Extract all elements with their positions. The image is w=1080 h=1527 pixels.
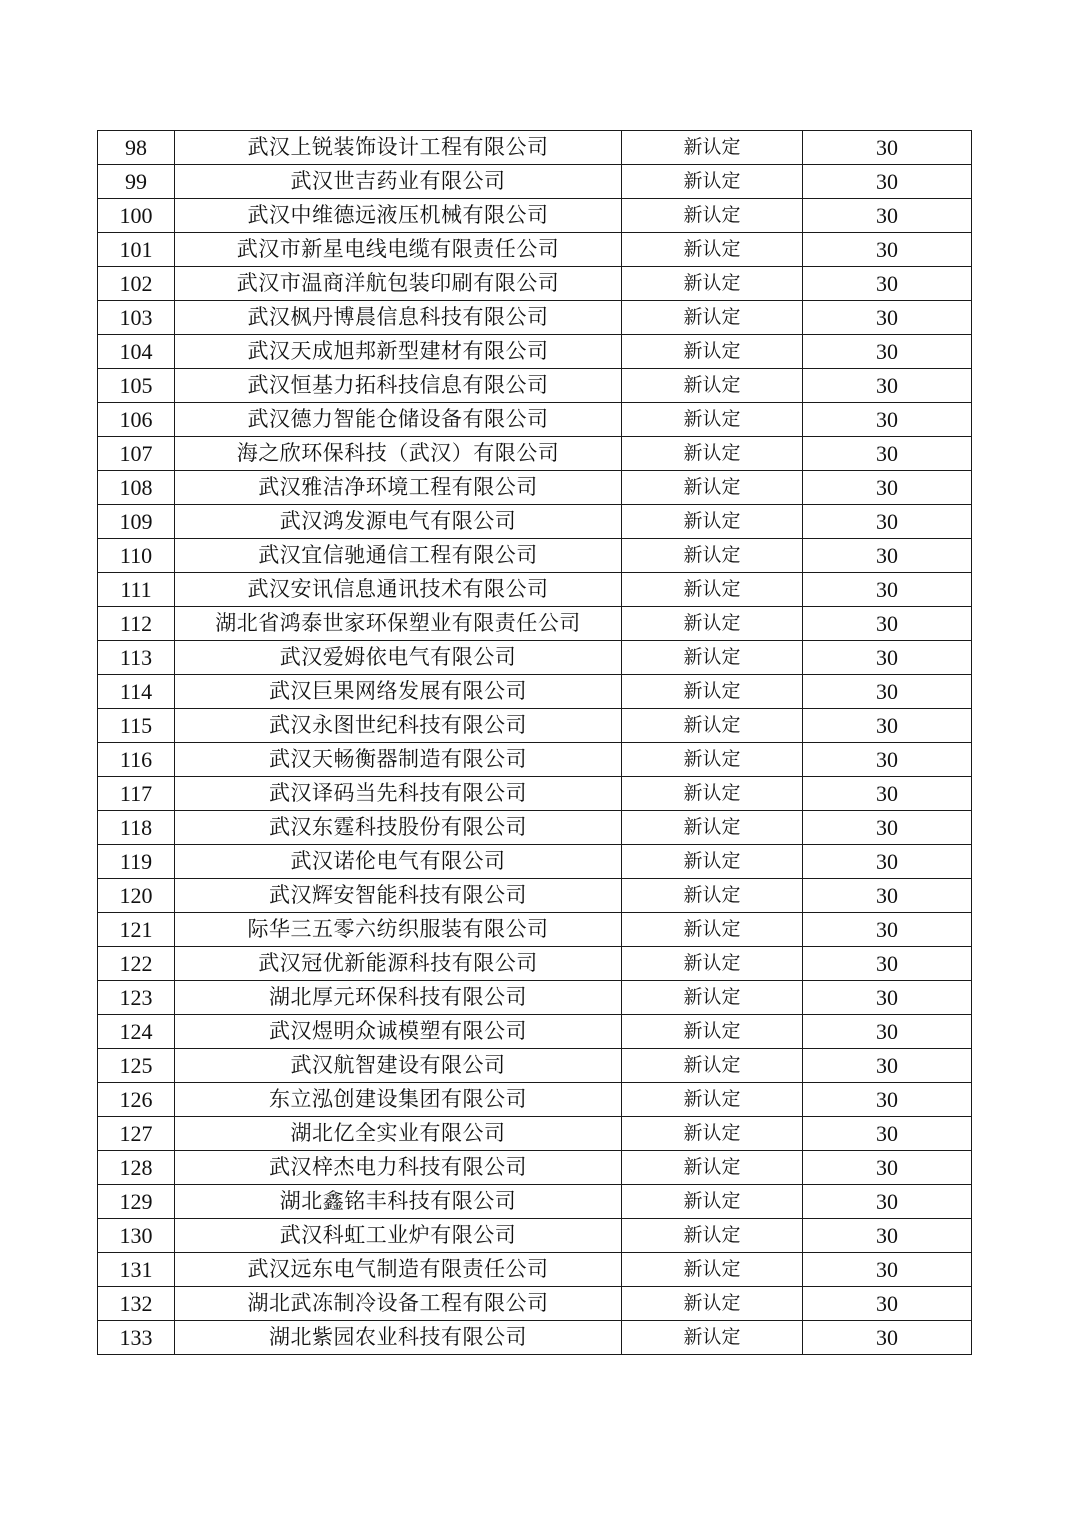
score-cell: 30 (803, 1015, 972, 1049)
company-name-cell: 武汉东霆科技股份有限公司 (175, 811, 622, 845)
row-number-cell: 112 (98, 607, 175, 641)
table-row (98, 1253, 972, 1287)
score-cell: 30 (803, 1253, 972, 1287)
certification-type-cell: 新认定 (622, 165, 803, 199)
table-row (98, 573, 972, 607)
company-name-cell: 武汉译码当先科技有限公司 (175, 777, 622, 811)
row-number-cell: 108 (98, 471, 175, 505)
certification-type-cell: 新认定 (622, 641, 803, 675)
score-cell: 30 (803, 437, 972, 471)
score-cell: 30 (803, 1083, 972, 1117)
certification-type-cell: 新认定 (622, 403, 803, 437)
company-name-cell: 东立泓创建设集团有限公司 (175, 1083, 622, 1117)
table-row (98, 1083, 972, 1117)
score-cell: 30 (803, 981, 972, 1015)
table-row (98, 675, 972, 709)
company-name-cell: 武汉爱姆依电气有限公司 (175, 641, 622, 675)
table-row (98, 335, 972, 369)
certification-type-cell: 新认定 (622, 607, 803, 641)
certification-type-cell: 新认定 (622, 301, 803, 335)
score-cell: 30 (803, 777, 972, 811)
row-number-cell: 110 (98, 539, 175, 573)
certification-type-cell: 新认定 (622, 1117, 803, 1151)
table-row (98, 981, 972, 1015)
row-number-cell: 98 (98, 131, 175, 165)
table-row (98, 1117, 972, 1151)
certification-type-cell: 新认定 (622, 233, 803, 267)
score-cell: 30 (803, 301, 972, 335)
certification-type-cell: 新认定 (622, 267, 803, 301)
table-row (98, 811, 972, 845)
row-number-cell: 125 (98, 1049, 175, 1083)
table-row (98, 1219, 972, 1253)
certification-type-cell: 新认定 (622, 369, 803, 403)
score-cell: 30 (803, 879, 972, 913)
table-row (98, 539, 972, 573)
row-number-cell: 118 (98, 811, 175, 845)
table-body (98, 131, 972, 1355)
table-row (98, 845, 972, 879)
table-row (98, 471, 972, 505)
score-cell: 30 (803, 913, 972, 947)
table-row (98, 1321, 972, 1355)
score-cell: 30 (803, 1151, 972, 1185)
score-cell: 30 (803, 1117, 972, 1151)
company-name-cell: 武汉上锐装饰设计工程有限公司 (175, 131, 622, 165)
row-number-cell: 103 (98, 301, 175, 335)
company-name-cell: 武汉世吉药业有限公司 (175, 165, 622, 199)
score-cell: 30 (803, 335, 972, 369)
table-row (98, 1049, 972, 1083)
company-name-cell: 武汉市新星电线电缆有限责任公司 (175, 233, 622, 267)
score-cell: 30 (803, 1049, 972, 1083)
score-cell: 30 (803, 675, 972, 709)
score-cell: 30 (803, 233, 972, 267)
company-name-cell: 海之欣环保科技（武汉）有限公司 (175, 437, 622, 471)
score-cell: 30 (803, 1321, 972, 1355)
certification-type-cell: 新认定 (622, 811, 803, 845)
row-number-cell: 105 (98, 369, 175, 403)
certification-type-cell: 新认定 (622, 709, 803, 743)
score-cell: 30 (803, 845, 972, 879)
company-name-cell: 武汉航智建设有限公司 (175, 1049, 622, 1083)
company-name-cell: 武汉梓杰电力科技有限公司 (175, 1151, 622, 1185)
score-cell: 30 (803, 471, 972, 505)
company-list-table (97, 130, 972, 1355)
score-cell: 30 (803, 403, 972, 437)
company-name-cell: 武汉中维德远液压机械有限公司 (175, 199, 622, 233)
certification-type-cell: 新认定 (622, 573, 803, 607)
table-row (98, 505, 972, 539)
table-row (98, 267, 972, 301)
row-number-cell: 126 (98, 1083, 175, 1117)
score-cell: 30 (803, 709, 972, 743)
company-name-cell: 武汉恒基力拓科技信息有限公司 (175, 369, 622, 403)
row-number-cell: 101 (98, 233, 175, 267)
certification-type-cell: 新认定 (622, 437, 803, 471)
table-row (98, 165, 972, 199)
company-name-cell: 武汉天成旭邦新型建材有限公司 (175, 335, 622, 369)
table-row (98, 641, 972, 675)
row-number-cell: 114 (98, 675, 175, 709)
score-cell: 30 (803, 1219, 972, 1253)
company-name-cell: 武汉德力智能仓储设备有限公司 (175, 403, 622, 437)
table-row (98, 913, 972, 947)
company-name-cell: 武汉远东电气制造有限责任公司 (175, 1253, 622, 1287)
row-number-cell: 122 (98, 947, 175, 981)
certification-type-cell: 新认定 (622, 1151, 803, 1185)
table-row (98, 131, 972, 165)
score-cell: 30 (803, 573, 972, 607)
row-number-cell: 127 (98, 1117, 175, 1151)
company-name-cell: 武汉枫丹博晨信息科技有限公司 (175, 301, 622, 335)
table-row (98, 709, 972, 743)
table-row (98, 199, 972, 233)
company-name-cell: 武汉安讯信息通讯技术有限公司 (175, 573, 622, 607)
certification-type-cell: 新认定 (622, 777, 803, 811)
certification-type-cell: 新认定 (622, 199, 803, 233)
score-cell: 30 (803, 641, 972, 675)
row-number-cell: 104 (98, 335, 175, 369)
company-name-cell: 武汉天畅衡器制造有限公司 (175, 743, 622, 777)
certification-type-cell: 新认定 (622, 845, 803, 879)
row-number-cell: 111 (98, 573, 175, 607)
row-number-cell: 106 (98, 403, 175, 437)
company-name-cell: 武汉巨果网络发展有限公司 (175, 675, 622, 709)
certification-type-cell: 新认定 (622, 505, 803, 539)
company-name-cell: 武汉辉安智能科技有限公司 (175, 879, 622, 913)
score-cell: 30 (803, 1185, 972, 1219)
score-cell: 30 (803, 165, 972, 199)
table-row (98, 301, 972, 335)
table-row (98, 403, 972, 437)
certification-type-cell: 新认定 (622, 743, 803, 777)
score-cell: 30 (803, 505, 972, 539)
row-number-cell: 113 (98, 641, 175, 675)
row-number-cell: 128 (98, 1151, 175, 1185)
certification-type-cell: 新认定 (622, 1049, 803, 1083)
company-name-cell: 际华三五零六纺织服装有限公司 (175, 913, 622, 947)
row-number-cell: 129 (98, 1185, 175, 1219)
company-name-cell: 湖北武冻制冷设备工程有限公司 (175, 1287, 622, 1321)
certification-type-cell: 新认定 (622, 1185, 803, 1219)
score-cell: 30 (803, 539, 972, 573)
row-number-cell: 115 (98, 709, 175, 743)
table-row (98, 607, 972, 641)
row-number-cell: 121 (98, 913, 175, 947)
row-number-cell: 130 (98, 1219, 175, 1253)
certification-type-cell: 新认定 (622, 675, 803, 709)
score-cell: 30 (803, 811, 972, 845)
table-row (98, 1015, 972, 1049)
certification-type-cell: 新认定 (622, 913, 803, 947)
row-number-cell: 102 (98, 267, 175, 301)
certification-type-cell: 新认定 (622, 1253, 803, 1287)
score-cell: 30 (803, 947, 972, 981)
company-name-cell: 武汉诺伦电气有限公司 (175, 845, 622, 879)
table-row (98, 1287, 972, 1321)
certification-type-cell: 新认定 (622, 1015, 803, 1049)
score-cell: 30 (803, 369, 972, 403)
company-name-cell: 武汉煜明众诚模塑有限公司 (175, 1015, 622, 1049)
company-name-cell: 湖北厚元环保科技有限公司 (175, 981, 622, 1015)
certification-type-cell: 新认定 (622, 1219, 803, 1253)
table-row (98, 437, 972, 471)
table-row (98, 777, 972, 811)
table-row (98, 1185, 972, 1219)
company-name-cell: 湖北紫园农业科技有限公司 (175, 1321, 622, 1355)
company-name-cell: 武汉鸿发源电气有限公司 (175, 505, 622, 539)
row-number-cell: 132 (98, 1287, 175, 1321)
company-name-cell: 武汉科虹工业炉有限公司 (175, 1219, 622, 1253)
certification-type-cell: 新认定 (622, 1321, 803, 1355)
score-cell: 30 (803, 267, 972, 301)
company-name-cell: 武汉雅洁净环境工程有限公司 (175, 471, 622, 505)
row-number-cell: 131 (98, 1253, 175, 1287)
row-number-cell: 133 (98, 1321, 175, 1355)
row-number-cell: 120 (98, 879, 175, 913)
row-number-cell: 107 (98, 437, 175, 471)
row-number-cell: 119 (98, 845, 175, 879)
row-number-cell: 117 (98, 777, 175, 811)
company-name-cell: 武汉宜信驰通信工程有限公司 (175, 539, 622, 573)
table-row (98, 743, 972, 777)
company-name-cell: 湖北鑫铭丰科技有限公司 (175, 1185, 622, 1219)
row-number-cell: 124 (98, 1015, 175, 1049)
company-name-cell: 湖北亿全实业有限公司 (175, 1117, 622, 1151)
certification-type-cell: 新认定 (622, 1287, 803, 1321)
company-name-cell: 武汉永图世纪科技有限公司 (175, 709, 622, 743)
row-number-cell: 100 (98, 199, 175, 233)
score-cell: 30 (803, 1287, 972, 1321)
certification-type-cell: 新认定 (622, 947, 803, 981)
certification-type-cell: 新认定 (622, 539, 803, 573)
certification-type-cell: 新认定 (622, 879, 803, 913)
table-row (98, 947, 972, 981)
score-cell: 30 (803, 131, 972, 165)
row-number-cell: 123 (98, 981, 175, 1015)
row-number-cell: 109 (98, 505, 175, 539)
certification-type-cell: 新认定 (622, 471, 803, 505)
company-name-cell: 湖北省鸿泰世家环保塑业有限责任公司 (175, 607, 622, 641)
score-cell: 30 (803, 607, 972, 641)
row-number-cell: 116 (98, 743, 175, 777)
table-row (98, 233, 972, 267)
score-cell: 30 (803, 199, 972, 233)
table-row (98, 1151, 972, 1185)
certification-type-cell: 新认定 (622, 335, 803, 369)
table-row (98, 879, 972, 913)
company-name-cell: 武汉冠优新能源科技有限公司 (175, 947, 622, 981)
certification-type-cell: 新认定 (622, 1083, 803, 1117)
score-cell: 30 (803, 743, 972, 777)
table-row (98, 369, 972, 403)
certification-type-cell: 新认定 (622, 981, 803, 1015)
certification-type-cell: 新认定 (622, 131, 803, 165)
company-name-cell: 武汉市温商洋航包装印刷有限公司 (175, 267, 622, 301)
row-number-cell: 99 (98, 165, 175, 199)
